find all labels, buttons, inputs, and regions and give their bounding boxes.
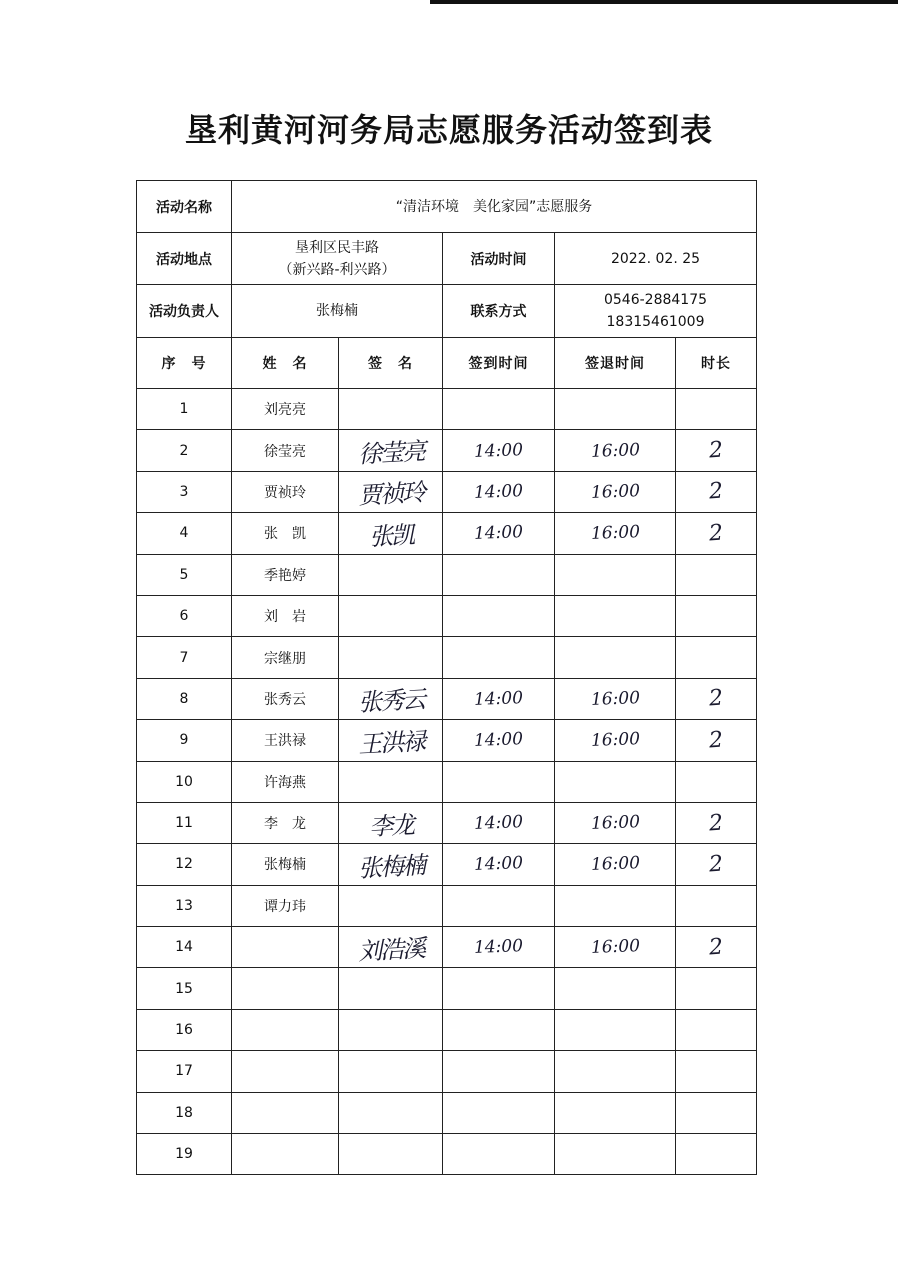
row-signin-time-cell xyxy=(443,554,555,595)
table-row xyxy=(137,1134,757,1175)
row-duration-cell xyxy=(676,513,757,554)
row-name: 徐莹亮 xyxy=(264,443,306,460)
row-name: 谭力玮 xyxy=(264,898,306,915)
row-duration: 2 xyxy=(708,479,724,505)
row-seq-cell xyxy=(137,637,232,678)
row-duration-cell xyxy=(676,1009,757,1050)
row-signature-cell xyxy=(339,1092,443,1133)
row-signature-cell xyxy=(339,637,443,678)
row-name-cell xyxy=(232,554,339,595)
row-signout-time-cell xyxy=(555,720,676,761)
row-signout-time-cell xyxy=(555,595,676,636)
info-row-name xyxy=(137,181,757,233)
row-signout-time-cell xyxy=(555,761,676,802)
row-seq: 2 xyxy=(179,442,189,459)
row-duration-cell xyxy=(676,595,757,636)
row-duration-cell xyxy=(676,678,757,719)
table-row xyxy=(137,430,757,471)
location-line-1: 垦利区民丰路 xyxy=(295,239,379,256)
row-seq-cell xyxy=(137,885,232,926)
row-duration: 2 xyxy=(708,520,724,547)
row-seq: 8 xyxy=(179,690,189,707)
row-name: 刘 岩 xyxy=(264,609,306,626)
row-seq: 10 xyxy=(175,773,193,790)
row-signout-time-cell xyxy=(555,1009,676,1050)
row-signature-cell xyxy=(339,885,443,926)
row-signout-time: 16:00 xyxy=(590,439,640,462)
signin-sheet xyxy=(136,180,757,1175)
row-name-cell xyxy=(232,430,339,471)
row-signin-time: 14:00 xyxy=(473,729,524,752)
row-signin-time-cell xyxy=(443,471,555,512)
activity-name-value: “清洁环境 美化家园”志愿服务 xyxy=(232,181,757,233)
row-signin-time-cell xyxy=(443,513,555,554)
leader-value: 张梅楠 xyxy=(232,285,443,338)
row-duration: 2 xyxy=(708,810,724,837)
row-signature-cell xyxy=(339,1134,443,1175)
contact-label: 联系方式 xyxy=(443,285,555,338)
row-duration-cell xyxy=(676,471,757,512)
row-name-cell xyxy=(232,720,339,761)
row-signin-time-cell xyxy=(443,637,555,678)
row-signature: 张秀云 xyxy=(356,685,425,718)
row-duration: 2 xyxy=(708,851,724,878)
row-signature-cell xyxy=(339,471,443,512)
row-duration-cell xyxy=(676,885,757,926)
row-duration-cell xyxy=(676,430,757,471)
time-label: 活动时间 xyxy=(443,233,555,285)
row-signout-time-cell xyxy=(555,802,676,843)
row-signout-time-cell xyxy=(555,678,676,719)
row-seq: 12 xyxy=(175,856,193,873)
row-name-cell xyxy=(232,885,339,926)
row-name: 宗继朋 xyxy=(264,650,306,667)
row-seq: 3 xyxy=(179,483,189,500)
row-signout-time-cell xyxy=(555,554,676,595)
row-signin-time-cell xyxy=(443,1009,555,1050)
header-seq: 序 号 xyxy=(137,338,232,389)
table-row xyxy=(137,885,757,926)
row-signature-cell xyxy=(339,595,443,636)
row-name-cell xyxy=(232,1134,339,1175)
row-name-cell xyxy=(232,513,339,554)
row-seq: 7 xyxy=(179,649,189,666)
header-duration: 时长 xyxy=(676,338,757,389)
row-signout-time-cell xyxy=(555,1092,676,1133)
row-signin-time: 14:00 xyxy=(473,936,524,959)
row-signature-cell xyxy=(339,1051,443,1092)
header-signin-time: 签到时间 xyxy=(443,338,555,389)
leader-label: 活动负责人 xyxy=(137,285,232,338)
row-signature-cell xyxy=(339,554,443,595)
row-name: 季艳婷 xyxy=(264,567,306,584)
row-name-cell xyxy=(232,968,339,1009)
row-seq-cell xyxy=(137,1092,232,1133)
contact-phone-1: 0546-2884175 xyxy=(603,292,708,308)
row-signin-time-cell xyxy=(443,761,555,802)
table-row xyxy=(137,1009,757,1050)
row-seq-cell xyxy=(137,595,232,636)
row-signin-time-cell xyxy=(443,595,555,636)
row-signin-time-cell xyxy=(443,844,555,885)
contact-phone-2: 18315461009 xyxy=(606,314,705,330)
row-seq-cell xyxy=(137,720,232,761)
table-row xyxy=(137,802,757,843)
row-seq: 4 xyxy=(179,525,189,542)
row-signout-time-cell xyxy=(555,1051,676,1092)
location-value xyxy=(232,233,443,285)
row-duration-cell xyxy=(676,1051,757,1092)
table-row xyxy=(137,844,757,885)
row-signout-time-cell xyxy=(555,885,676,926)
row-name-cell xyxy=(232,637,339,678)
row-name: 贾祯玲 xyxy=(264,484,306,501)
row-signout-time-cell xyxy=(555,968,676,1009)
row-signin-time: 14:00 xyxy=(473,688,524,710)
contact-value xyxy=(555,285,757,338)
row-signin-time-cell xyxy=(443,1051,555,1092)
column-header-row xyxy=(137,338,757,389)
row-duration-cell xyxy=(676,637,757,678)
row-duration-cell xyxy=(676,844,757,885)
row-name-cell xyxy=(232,802,339,843)
row-seq: 15 xyxy=(175,980,193,997)
table-row xyxy=(137,761,757,802)
row-signature: 徐莹亮 xyxy=(356,437,425,469)
row-duration-cell xyxy=(676,389,757,430)
table-row xyxy=(137,513,757,554)
row-signature-cell xyxy=(339,430,443,471)
row-name: 许海燕 xyxy=(264,774,306,791)
table-row xyxy=(137,554,757,595)
location-label: 活动地点 xyxy=(137,233,232,285)
table-row xyxy=(137,471,757,512)
row-signout-time-cell xyxy=(555,389,676,430)
row-name: 张秀云 xyxy=(264,691,306,708)
row-signature-cell xyxy=(339,927,443,968)
row-name-cell xyxy=(232,389,339,430)
row-signin-time-cell xyxy=(443,802,555,843)
row-seq-cell xyxy=(137,761,232,802)
scan-edge xyxy=(430,0,898,4)
row-duration: 2 xyxy=(708,437,724,464)
row-name-cell xyxy=(232,844,339,885)
row-duration-cell xyxy=(676,554,757,595)
time-value: 2022. 02. 25 xyxy=(555,233,757,285)
row-signin-time-cell xyxy=(443,968,555,1009)
table-row xyxy=(137,637,757,678)
row-signout-time-cell xyxy=(555,637,676,678)
row-seq-cell xyxy=(137,471,232,512)
row-signature-cell xyxy=(339,1009,443,1050)
row-signin-time-cell xyxy=(443,389,555,430)
row-signin-time: 14:00 xyxy=(473,522,524,545)
row-name: 李 龙 xyxy=(264,816,306,833)
row-seq-cell xyxy=(137,1134,232,1175)
row-signature-cell xyxy=(339,761,443,802)
row-duration: 2 xyxy=(708,685,724,712)
header-signout-time: 签退时间 xyxy=(555,338,676,389)
row-signature-cell xyxy=(339,720,443,761)
row-signout-time: 16:00 xyxy=(590,853,640,876)
row-duration-cell xyxy=(676,927,757,968)
row-duration-cell xyxy=(676,1092,757,1133)
table-row xyxy=(137,1051,757,1092)
row-signature-cell xyxy=(339,802,443,843)
row-seq-cell xyxy=(137,1051,232,1092)
row-seq-cell xyxy=(137,968,232,1009)
activity-name-label: 活动名称 xyxy=(137,181,232,233)
row-duration-cell xyxy=(676,968,757,1009)
row-signin-time: 14:00 xyxy=(473,853,524,876)
table-row xyxy=(137,1092,757,1133)
row-seq-cell xyxy=(137,430,232,471)
row-seq: 5 xyxy=(179,566,189,583)
row-signin-time-cell xyxy=(443,1134,555,1175)
table-row xyxy=(137,927,757,968)
row-signout-time-cell xyxy=(555,430,676,471)
table-row xyxy=(137,968,757,1009)
row-signature: 刘浩溪 xyxy=(356,934,425,966)
row-signout-time: 16:00 xyxy=(590,936,640,959)
table-row xyxy=(137,720,757,761)
row-signature: 张凯 xyxy=(367,520,414,551)
row-signature-cell xyxy=(339,513,443,554)
table-row xyxy=(137,389,757,430)
row-name-cell xyxy=(232,471,339,512)
row-signature-cell xyxy=(339,968,443,1009)
row-seq: 19 xyxy=(175,1146,193,1163)
row-name-cell xyxy=(232,1009,339,1050)
row-signin-time: 14:00 xyxy=(473,481,524,503)
row-signout-time-cell xyxy=(555,927,676,968)
row-seq: 18 xyxy=(175,1104,193,1121)
page-title: 垦利黄河河务局志愿服务活动签到表 xyxy=(184,111,713,149)
row-seq-cell xyxy=(137,927,232,968)
row-seq: 17 xyxy=(175,1063,193,1080)
row-signature: 张梅楠 xyxy=(356,851,425,883)
row-seq: 13 xyxy=(175,897,193,914)
row-signature: 贾祯玲 xyxy=(356,478,425,511)
row-name-cell xyxy=(232,1051,339,1092)
row-name: 张梅楠 xyxy=(264,857,306,874)
row-name-cell xyxy=(232,678,339,719)
row-signout-time-cell xyxy=(555,513,676,554)
row-seq-cell xyxy=(137,802,232,843)
row-signature: 王洪禄 xyxy=(356,727,425,759)
row-signin-time-cell xyxy=(443,885,555,926)
row-duration-cell xyxy=(676,761,757,802)
location-line-2: （新兴路-利兴路） xyxy=(278,261,396,278)
row-signin-time-cell xyxy=(443,430,555,471)
info-row-location xyxy=(137,233,757,285)
row-signature: 李龙 xyxy=(367,810,414,841)
row-duration-cell xyxy=(676,1134,757,1175)
info-row-leader xyxy=(137,285,757,338)
row-name: 王洪禄 xyxy=(264,733,306,750)
row-seq-cell xyxy=(137,554,232,595)
row-signout-time: 16:00 xyxy=(590,481,640,503)
row-signout-time-cell xyxy=(555,844,676,885)
row-duration-cell xyxy=(676,720,757,761)
row-duration-cell xyxy=(676,802,757,843)
row-duration: 2 xyxy=(708,934,724,961)
row-signature-cell xyxy=(339,678,443,719)
row-seq-cell xyxy=(137,844,232,885)
row-seq-cell xyxy=(137,1009,232,1050)
row-signout-time: 16:00 xyxy=(590,729,640,752)
row-seq: 6 xyxy=(179,608,189,625)
table-row xyxy=(137,678,757,719)
row-signout-time: 16:00 xyxy=(590,812,640,834)
attendee-rows xyxy=(137,389,757,1175)
row-signin-time-cell xyxy=(443,1092,555,1133)
row-signin-time-cell xyxy=(443,720,555,761)
row-seq-cell xyxy=(137,389,232,430)
header-name: 姓 名 xyxy=(232,338,339,389)
row-name-cell xyxy=(232,1092,339,1133)
row-signature-cell xyxy=(339,844,443,885)
row-seq: 11 xyxy=(175,815,193,832)
row-signout-time: 16:00 xyxy=(590,522,640,545)
row-name-cell xyxy=(232,595,339,636)
row-signout-time-cell xyxy=(555,1134,676,1175)
row-name-cell xyxy=(232,927,339,968)
row-name-cell xyxy=(232,761,339,802)
header-signature: 签 名 xyxy=(339,338,443,389)
row-signin-time-cell xyxy=(443,678,555,719)
row-signin-time-cell xyxy=(443,927,555,968)
row-signin-time: 14:00 xyxy=(473,812,524,834)
table-row xyxy=(137,595,757,636)
row-seq-cell xyxy=(137,513,232,554)
row-seq: 9 xyxy=(179,732,189,749)
row-duration: 2 xyxy=(708,727,724,754)
row-seq-cell xyxy=(137,678,232,719)
row-seq: 14 xyxy=(175,939,193,956)
row-name: 刘亮亮 xyxy=(264,402,306,419)
row-signout-time-cell xyxy=(555,471,676,512)
row-signin-time: 14:00 xyxy=(473,439,524,462)
row-name: 张 凯 xyxy=(264,526,306,543)
row-seq: 16 xyxy=(175,1022,193,1039)
row-signout-time: 16:00 xyxy=(590,688,640,710)
row-signature-cell xyxy=(339,389,443,430)
row-seq: 1 xyxy=(179,401,189,418)
